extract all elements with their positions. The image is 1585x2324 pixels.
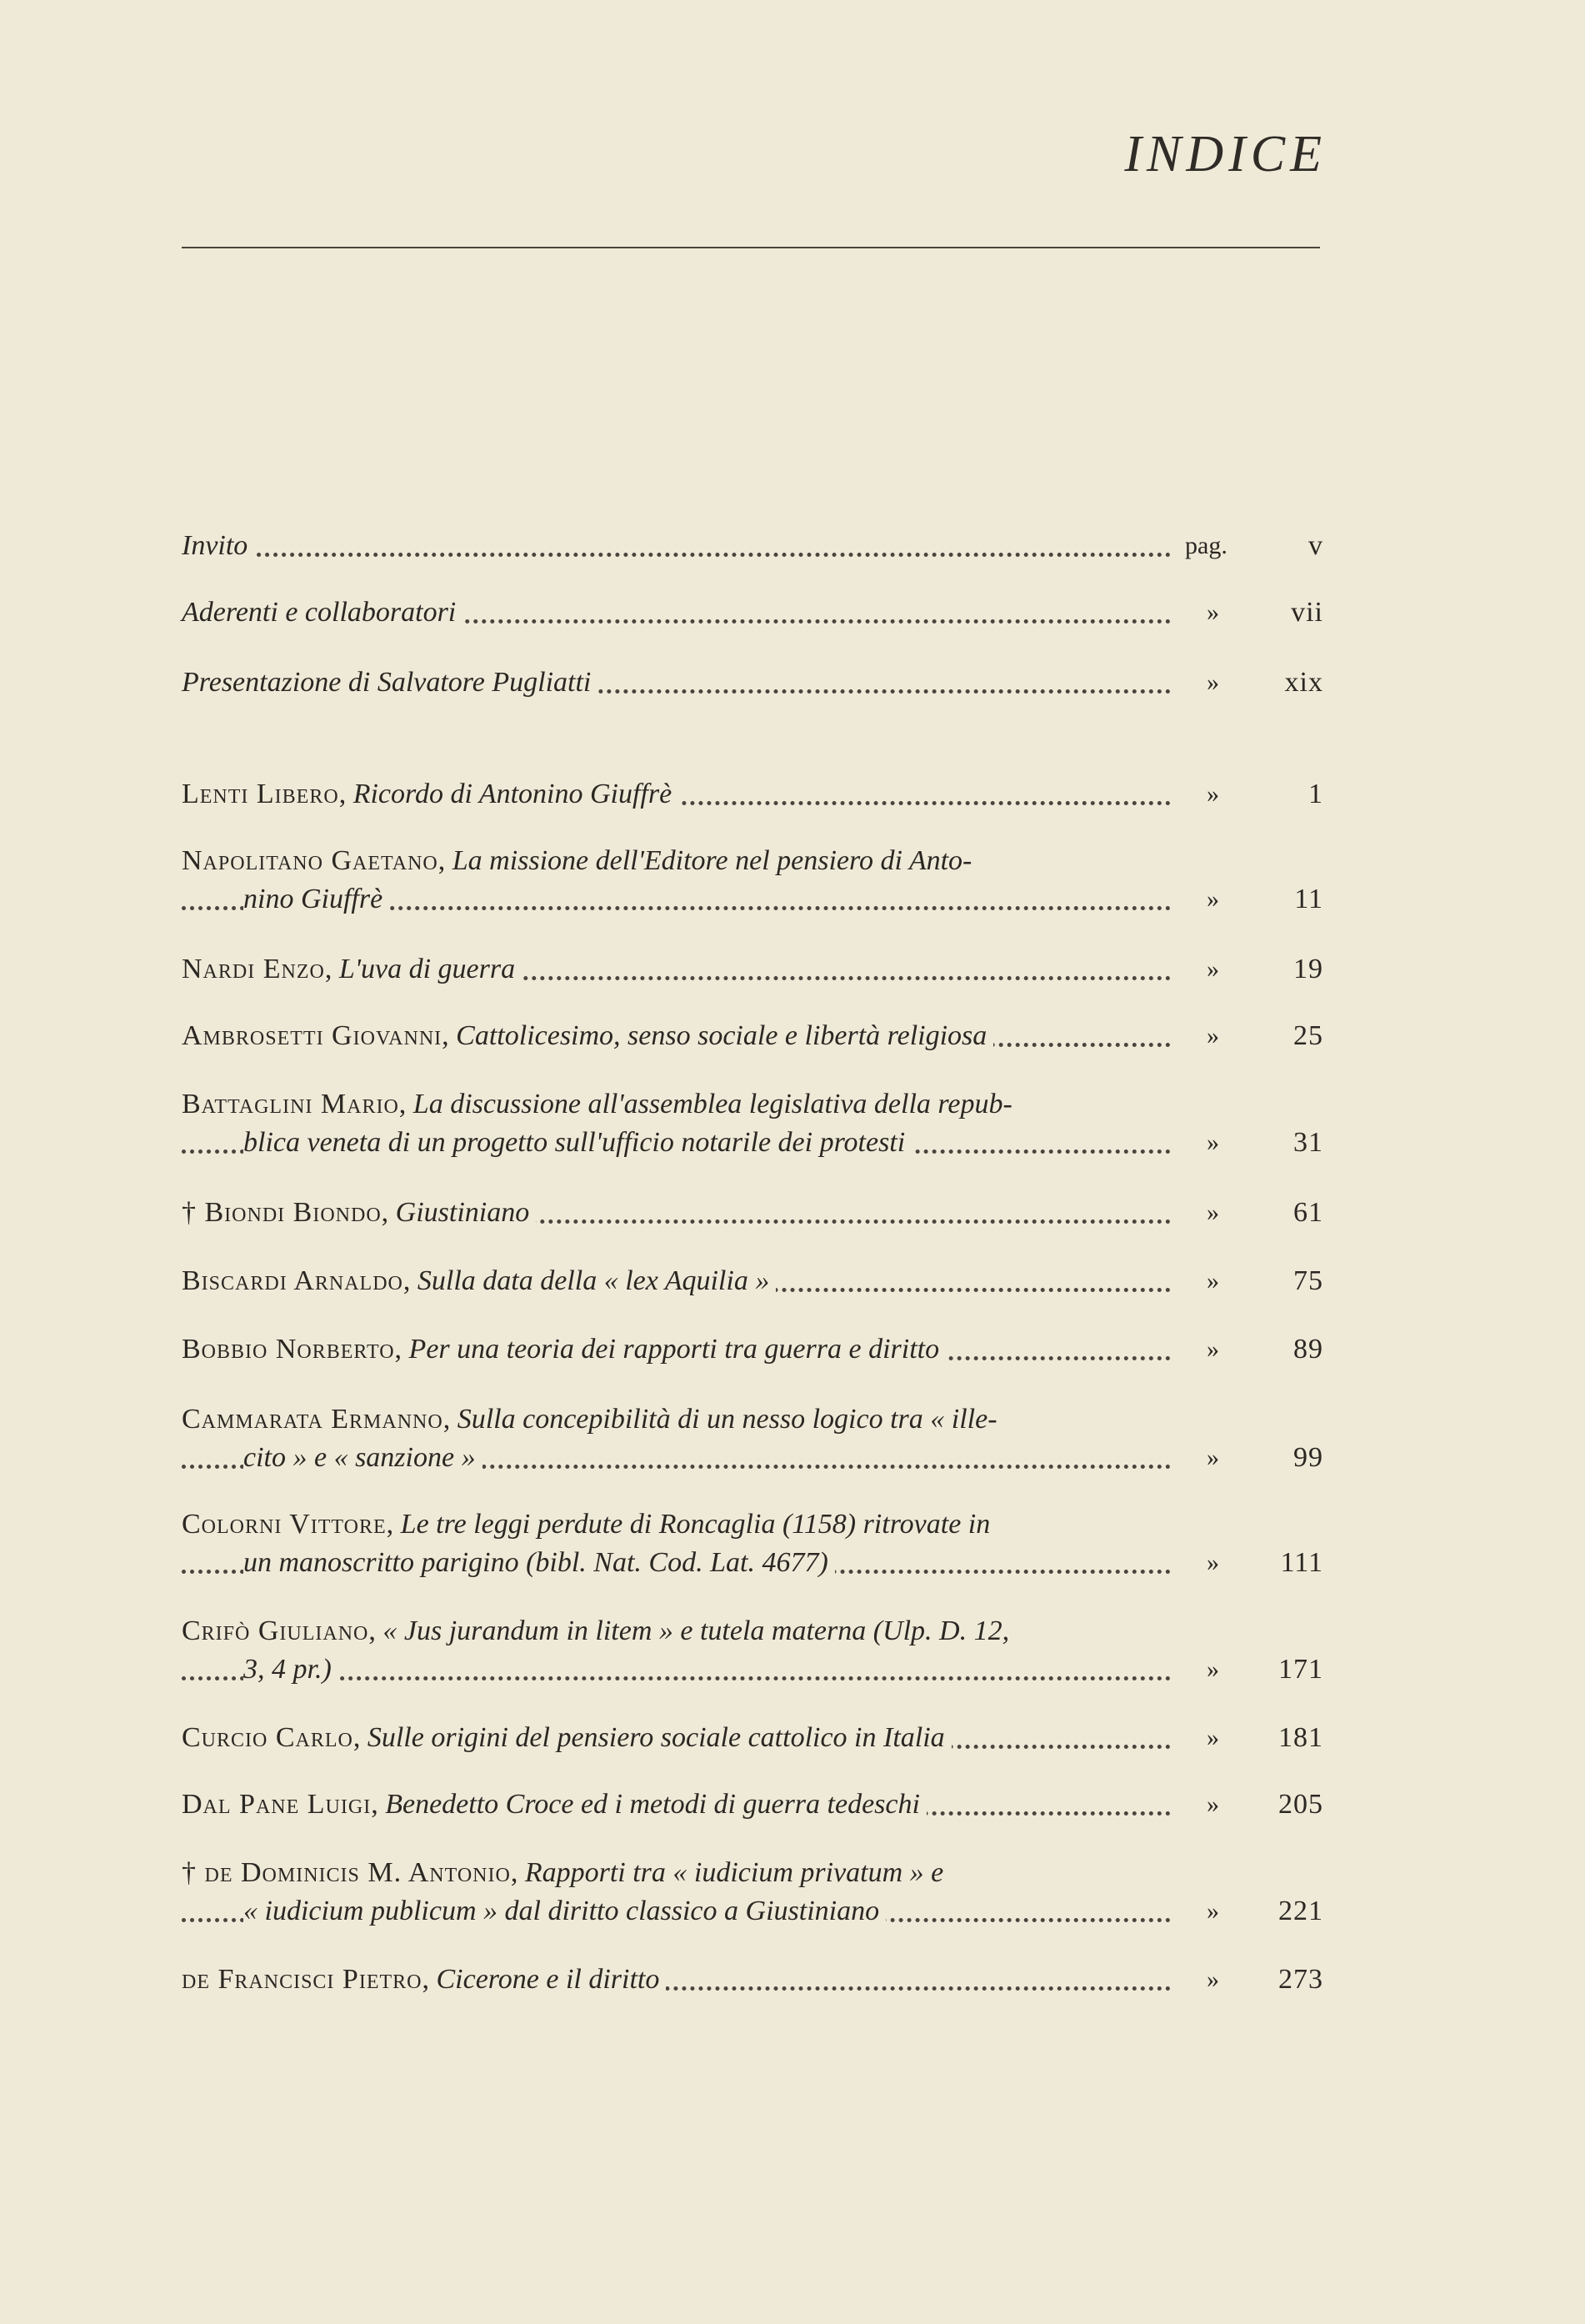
page-marker: » bbox=[1207, 1549, 1219, 1576]
entry-author: Bobbio Norberto bbox=[182, 1334, 395, 1365]
entry-title-continued: 3, 4 pr.) bbox=[243, 1654, 332, 1685]
page-number: vii bbox=[1291, 597, 1323, 628]
page-marker: » bbox=[1207, 669, 1219, 696]
page-marker: pag. bbox=[1185, 532, 1228, 559]
page-marker: » bbox=[1207, 1267, 1219, 1295]
entry-author: Ambrosetti Giovanni bbox=[182, 1020, 442, 1051]
toc-entry[interactable]: de Francisci Pietro, Cicerone e il diritto » 273 bbox=[182, 1961, 1323, 1999]
page-marker: » bbox=[1207, 955, 1219, 983]
entry-author: Crifò Giuliano bbox=[182, 1615, 369, 1646]
entry-title-continued: cito » e « sanzione » bbox=[243, 1442, 476, 1473]
entry-title-continued: blica veneta di un progetto sull'ufficio notarile dei protesti bbox=[243, 1127, 906, 1158]
toc-entry[interactable]: Napolitano Gaetano, La missione dell'Editore nel pensiero di Anto- nino Giuffrè » 11 bbox=[182, 842, 1323, 919]
entry-author: † Biondi Biondo bbox=[182, 1197, 382, 1228]
page-number: 221 bbox=[1278, 1896, 1323, 1926]
entry-author: Cammarata Ermanno bbox=[182, 1404, 443, 1435]
page-number: 61 bbox=[1293, 1197, 1323, 1228]
entry-author: Nardi Enzo bbox=[182, 954, 325, 984]
page-number: 273 bbox=[1278, 1964, 1323, 1995]
entry-title: Per una teoria dei rapporti tra guerra e diritto bbox=[408, 1334, 940, 1365]
page-marker: » bbox=[1207, 1791, 1219, 1818]
entry-title: « Jus jurandum in litem » e tutela materna (Ulp. D. 12, bbox=[382, 1615, 1010, 1646]
toc-entry[interactable]: Lenti Libero, Ricordo di Antonino Giuffrè » 1 bbox=[182, 775, 1323, 814]
entry-author: Biscardi Arnaldo bbox=[182, 1265, 403, 1296]
page-marker: » bbox=[1207, 1966, 1219, 1993]
toc-entry-front-1[interactable] bbox=[182, 527, 1323, 565]
page-title: INDICE bbox=[1124, 126, 1327, 183]
page-number: 171 bbox=[1278, 1654, 1323, 1685]
entry-title-continued: un manoscritto parigino (bibl. Nat. Cod. Lat. 4677) bbox=[243, 1547, 828, 1578]
entry-author: Curcio Carlo bbox=[182, 1722, 353, 1753]
toc-entry[interactable]: † Biondi Biondo, Giustiniano » 61 bbox=[182, 1194, 1323, 1232]
toc-entry[interactable]: Battaglini Mario, La discussione all'assemblea legislativa della repub- blica veneta di un progetto sull'ufficio notarile dei protesti » 31 bbox=[182, 1085, 1323, 1162]
entry-title: Aderenti e collaboratori bbox=[182, 597, 457, 628]
toc-entry[interactable]: Colorni Vittore, Le tre leggi perdute di Roncaglia (1158) ritrovate in un manoscritto parigino (bibl. Nat. Cod. Lat. 4677) » 111 bbox=[182, 1505, 1323, 1582]
entry-title: Le tre leggi perdute di Roncaglia (1158) ritrovate in bbox=[400, 1509, 991, 1540]
entry-title: Cattolicesimo, senso sociale e libertà religiosa bbox=[456, 1020, 988, 1051]
dot-leader bbox=[182, 553, 1171, 557]
entry-author: Battaglini Mario bbox=[182, 1089, 399, 1119]
page-marker: » bbox=[1207, 1335, 1219, 1363]
entry-author: Dal Pane Luigi bbox=[182, 1789, 372, 1820]
toc-entry[interactable]: Crifò Giuliano, « Jus jurandum in litem » e tutela materna (Ulp. D. 12, 3, 4 pr.) » 171 bbox=[182, 1612, 1323, 1689]
page-number: 111 bbox=[1280, 1547, 1323, 1578]
entry-title: Giustiniano bbox=[395, 1197, 530, 1228]
page-marker: » bbox=[1207, 599, 1219, 626]
page-number: 25 bbox=[1293, 1020, 1323, 1051]
entry-title: L'uva di guerra bbox=[338, 954, 516, 984]
toc-entry[interactable]: Biscardi Arnaldo, Sulla data della « lex Aquilia » » 75 bbox=[182, 1262, 1323, 1300]
page-marker: » bbox=[1207, 885, 1219, 913]
entry-title: Sulla data della « lex Aquilia » bbox=[417, 1265, 770, 1296]
entry-title: Invito bbox=[182, 530, 248, 561]
page-number: 1 bbox=[1308, 779, 1323, 809]
toc-entry[interactable]: Curcio Carlo, Sulle origini del pensiero sociale cattolico in Italia » 181 bbox=[182, 1719, 1323, 1757]
toc-entry[interactable]: Cammarata Ermanno, Sulla concepibilità di un nesso logico tra « ille- cito » e « sanzione » » 99 bbox=[182, 1400, 1323, 1477]
page-marker: » bbox=[1207, 1655, 1219, 1683]
page-marker: » bbox=[1207, 1129, 1219, 1156]
toc-entry-front-3[interactable] bbox=[182, 664, 1323, 702]
page-number: 181 bbox=[1278, 1722, 1323, 1753]
page-marker: » bbox=[1207, 1897, 1219, 1925]
toc-entry[interactable]: Bobbio Norberto, Per una teoria dei rapporti tra guerra e diritto » 89 bbox=[182, 1330, 1323, 1369]
entry-author: de Francisci Pietro bbox=[182, 1964, 422, 1995]
entry-title: Ricordo di Antonino Giuffrè bbox=[352, 779, 672, 809]
page-number: 205 bbox=[1278, 1789, 1323, 1820]
page-number: v bbox=[1308, 530, 1323, 561]
toc-entry[interactable]: Nardi Enzo, L'uva di guerra » 19 bbox=[182, 950, 1323, 989]
page-number: 99 bbox=[1293, 1442, 1323, 1473]
page-number: xix bbox=[1284, 667, 1323, 698]
page-number: 19 bbox=[1293, 954, 1323, 984]
page-marker: » bbox=[1207, 1444, 1219, 1471]
entry-title: Presentazione di Salvatore Pugliatti bbox=[182, 667, 592, 698]
entry-title: Sulla concepibilità di un nesso logico tra « ille- bbox=[457, 1404, 998, 1435]
toc-entry-front-2[interactable] bbox=[182, 594, 1323, 632]
page-marker: » bbox=[1207, 1724, 1219, 1751]
page-number: 89 bbox=[1293, 1334, 1323, 1365]
entry-title: Cicerone e il diritto bbox=[436, 1964, 660, 1995]
entry-title-continued: « iudicium publicum » dal diritto classico a Giustiniano bbox=[243, 1896, 880, 1926]
entry-author: † de Dominicis M. Antonio bbox=[182, 1857, 511, 1888]
entry-title: Sulle origini del pensiero sociale cattolico in Italia bbox=[367, 1722, 945, 1753]
page-number: 31 bbox=[1293, 1127, 1323, 1158]
entry-author: Colorni Vittore bbox=[182, 1509, 387, 1540]
toc-entry[interactable]: † de Dominicis M. Antonio, Rapporti tra « iudicium privatum » e « iudicium publicum » dal diritto classico a Giustiniano » 221 bbox=[182, 1854, 1323, 1931]
page-number: 75 bbox=[1293, 1265, 1323, 1296]
page-marker: » bbox=[1207, 780, 1219, 808]
entry-title: Benedetto Croce ed i metodi di guerra tedeschi bbox=[385, 1789, 920, 1820]
entry-title: La missione dell'Editore nel pensiero di Anto- bbox=[452, 845, 972, 876]
entry-title: La discussione all'assemblea legislativa della repub- bbox=[412, 1089, 1012, 1119]
page-number: 11 bbox=[1294, 884, 1323, 914]
toc-entry[interactable]: Ambrosetti Giovanni, Cattolicesimo, senso sociale e libertà religiosa » 25 bbox=[182, 1017, 1323, 1055]
page-marker: » bbox=[1207, 1022, 1219, 1049]
page-marker: » bbox=[1207, 1199, 1219, 1226]
entry-title: Rapporti tra « iudicium privatum » e bbox=[524, 1857, 944, 1888]
entry-author: Napolitano Gaetano bbox=[182, 845, 438, 876]
entry-title-continued: nino Giuffrè bbox=[243, 884, 383, 914]
entry-author: Lenti Libero bbox=[182, 779, 339, 809]
toc-entry[interactable]: Dal Pane Luigi, Benedetto Croce ed i metodi di guerra tedeschi » 205 bbox=[182, 1786, 1323, 1824]
title-rule bbox=[182, 247, 1320, 248]
